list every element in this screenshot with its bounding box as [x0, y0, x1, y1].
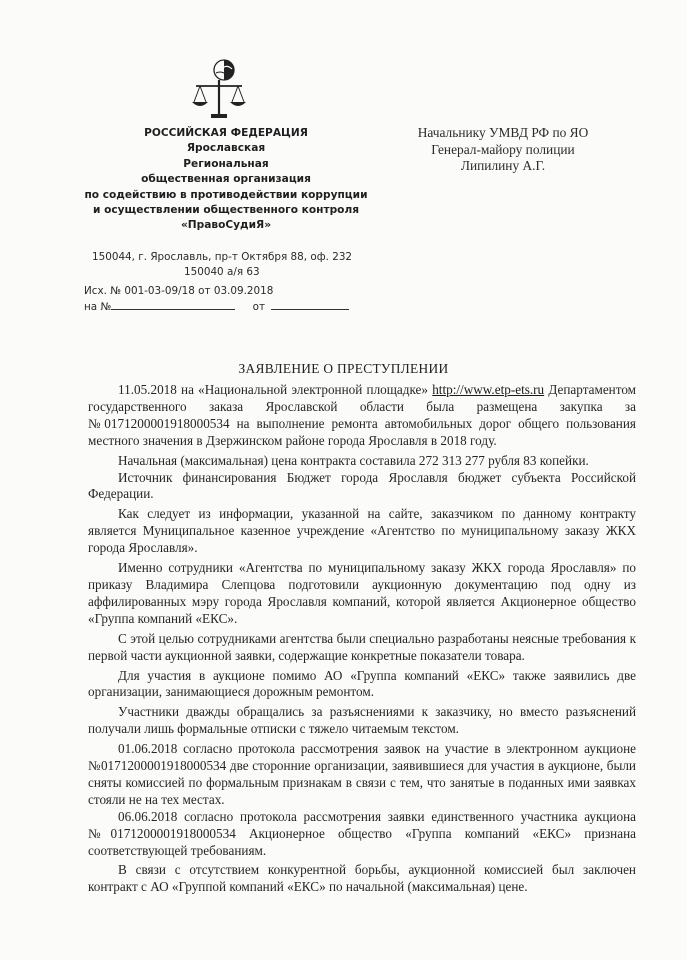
paragraph-1-end: Департаментом государственного заказа Ярославской области была размещена закупка за №0171200001918000534 на выполнение ремонта автомобильных дорог общего пользования местного значения в Дзержинском районе города Ярославля в 2018 году. [88, 382, 637, 448]
paragraph-11: В связи с отсутствием конкурентной борьбы, аукционной комиссией был заключен контракт с АО «Группой компаний «ЕКС» по начальной (максимальная) цене. [88, 862, 636, 895]
addressee-rank: Генерал-майору полиции [431, 141, 575, 157]
sender-address-pobox: 150040 а/я 63 [184, 266, 260, 279]
paragraph-2: Начальная (максимальная) цена контракта составила 272 313 277 рубля 83 копейки. [118, 452, 589, 468]
sender-type-regional: Региональная [183, 157, 269, 170]
paragraph-7: Для участия в аукционе помимо АО «Группа компаний «ЕКС» также заявились две организации, занимающиеся дорожным ремонтом. [88, 667, 636, 700]
sender-name: «ПравоСудиЯ» [180, 219, 272, 232]
reference-number-blank [111, 299, 235, 310]
document-body [88, 382, 636, 899]
sender-organization-block [76, 126, 376, 234]
paragraph-10: 06.06.2018 согласно протокола рассмотрения заявки единственного участника аукциона №0171200001918000534 Акционерное общество «Группа компаний «ЕКС» признана соответствующей требованиям. [88, 808, 636, 858]
outgoing-number: Исх. № 001-03-09/18 от 03.09.2018 [84, 284, 274, 297]
paragraph-5: Именно сотрудники «Агентства по муниципальному заказу ЖКХ города Ярославля» по приказу Владимира Слепцова подготовили аукционную документацию под одну из аффилированных мэру города Ярославля компаний, которой является Акционерное общество «Группа компаний «ЕКС». [88, 560, 636, 626]
addressee-name: Липилину А.Г. [460, 158, 546, 173]
sender-address-block [84, 250, 364, 316]
addressee-block [398, 125, 608, 175]
sender-country: РОССИЙСКАЯ ФЕДЕРАЦИЯ [144, 127, 308, 139]
addressee-position: Начальнику УМВД РФ по ЯО [417, 125, 589, 140]
reference-line [84, 299, 364, 315]
paragraph-9: 01.06.2018 согласно протокола рассмотрения заявок на участие в электронном аукционе №0171200001918000534 две сторонние организации, заявившиеся для участия в аукционе, были сняты комиссией по формальным признакам в связи с тем, что занятые в поданных ими заявках стояли не на тех местах. [88, 741, 636, 807]
reference-from-label: от [252, 301, 266, 314]
paragraph-4: Как следует из информации, указанной на сайте, заказчиком по данному контракту является Муниципальное казенное учреждение «Агентство по муниципальному заказу ЖКХ города Ярославля». [88, 506, 636, 556]
etp-link[interactable]: http://www.etp-ets.ru [432, 382, 545, 397]
paragraph-6: С этой целью сотрудниками агентства были специально разработаны неясные требования к первой части аукционной заявки, содержащие конкретные показатели товара. [88, 630, 636, 663]
reference-prefix: на № [84, 301, 112, 314]
sender-purpose-1: по содействию в противодействии коррупции [84, 188, 368, 201]
document-title: ЗАЯВЛЕНИЕ О ПРЕСТУПЛЕНИИ [238, 361, 449, 376]
sender-type-public: общественная организация [141, 173, 311, 186]
reference-date-blank [271, 299, 349, 310]
paragraph-3: Источник финансирования Бюджет города Ярославля бюджет субъекта Российской Федерации. [88, 469, 636, 502]
scales-emblem-logo [190, 58, 248, 120]
sender-purpose-2: и осуществлении общественного контроля [92, 204, 360, 217]
sender-address-street: 150044, г. Ярославль, пр-т Октября 88, оф. 232 [92, 251, 353, 263]
paragraph-1 [88, 382, 636, 450]
sender-region: Ярославская [186, 142, 266, 155]
paragraph-8: Участники дважды обращались за разъяснениями к заказчику, но вместо разъяснений получали лишь формальные отписки с тяжело читаемым текстом. [88, 704, 636, 737]
paragraph-1-start: 11.05.2018 на «Национальной электронной площадке» [118, 382, 433, 397]
